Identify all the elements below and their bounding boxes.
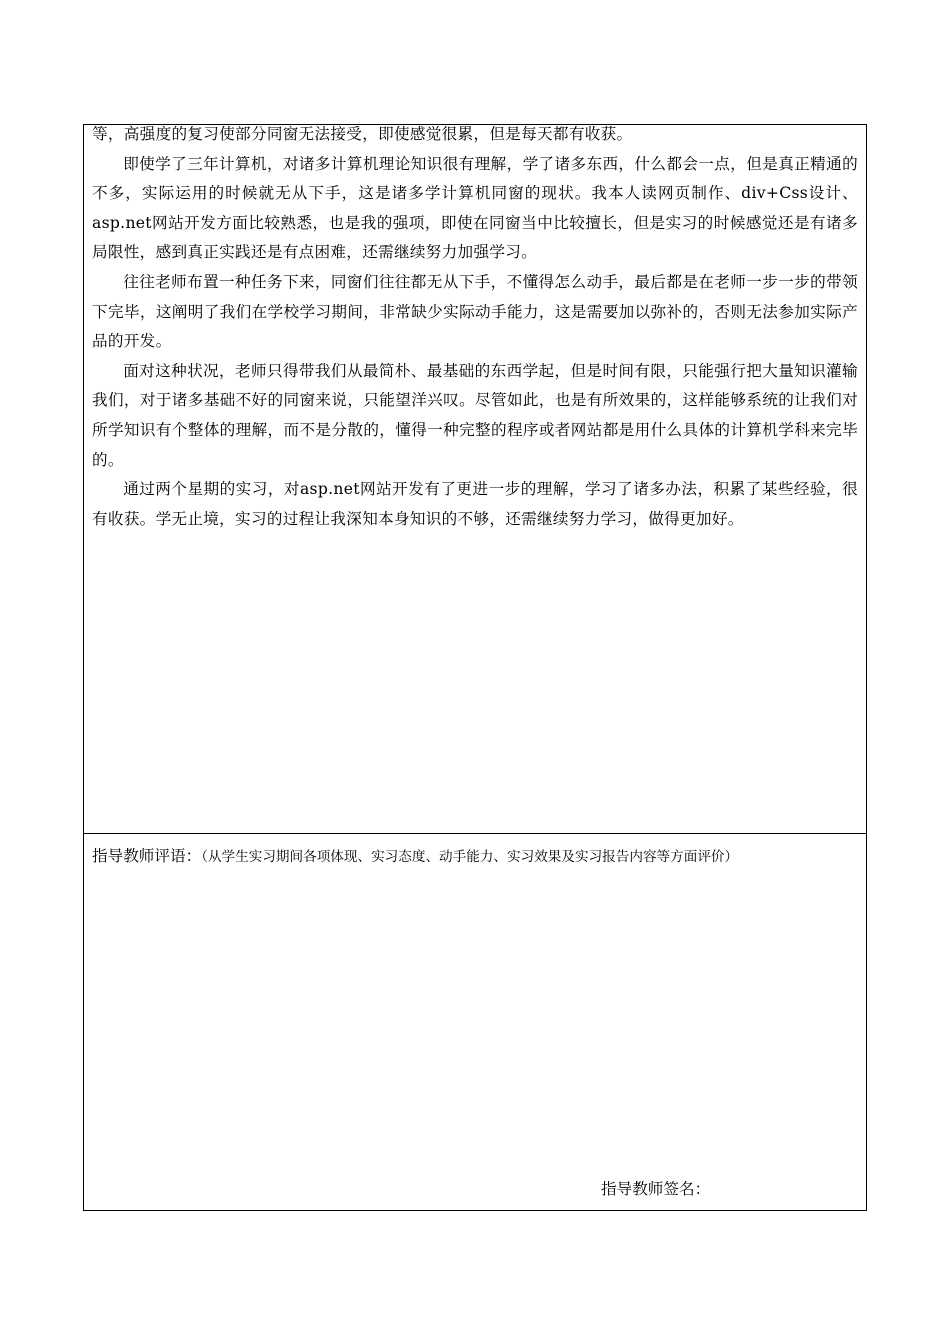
reflection-paragraph: 等，高强度的复习使部分同窗无法接受，即使感觉很累，但是每天都有收获。 bbox=[92, 125, 633, 143]
teacher-comment-hint: （从学生实习期间各项体现、实习态度、动手能力、实习效果及实习报告内容等方面评价） bbox=[201, 849, 739, 865]
reflection-paragraph: 往往老师布置一种任务下来，同窗们往往都无从下手，不懂得怎么动手，最后都是在老师一步一步的带领下完毕，这阐明了我们在学校学习期间，非常缺少实际动手能力，这是需要加以弥补的，否则无法参加实际产品的开发。 bbox=[92, 272, 858, 351]
reflection-cell bbox=[84, 125, 866, 834]
report-table bbox=[83, 124, 867, 1211]
teacher-comment-label: 指导教师评语： bbox=[92, 847, 202, 865]
reflection-paragraph: 通过两个星期的实习，对asp.net网站开发有了更进一步的理解，学习了诸多办法，积累了某些经验，很有收获。学无止境，实习的过程让我深知本身知识的不够，还需继续努力学习，做得更加好。 bbox=[92, 480, 858, 528]
teacher-comment-header bbox=[92, 848, 858, 865]
teacher-signature-label: 指导教师签名： bbox=[601, 1180, 711, 1198]
reflection-paragraph: 面对这种状况，老师只得带我们从最简朴、最基础的东西学起，但是时间有限，只能强行把大量知识灌输我们，对于诸多基础不好的同窗来说，只能望洋兴叹。尽管如此，也是有所效果的，这样能够系统的让我们对所学知识有个整体的理解，而不是分散的，懂得一种完整的程序或者网站都是用什么具体的计算机学科来完毕的。 bbox=[92, 361, 858, 469]
teacher-comment-cell bbox=[84, 834, 866, 1210]
reflection-paragraph: 即使学了三年计算机，对诸多计算机理论知识很有理解，学了诸多东西，什么都会一点，但是真正精通的不多，实际运用的时候就无从下手，这是诸多学计算机同窗的现状。我本人读网页制作、div+Css设计、asp.net网站开发方面比较熟悉，也是我的强项，即使在同窗当中比较擅长，但是实习的时候感觉还是有诸多局限性，感到真正实践还是有点困难，还需继续努力加强学习。 bbox=[92, 154, 858, 262]
